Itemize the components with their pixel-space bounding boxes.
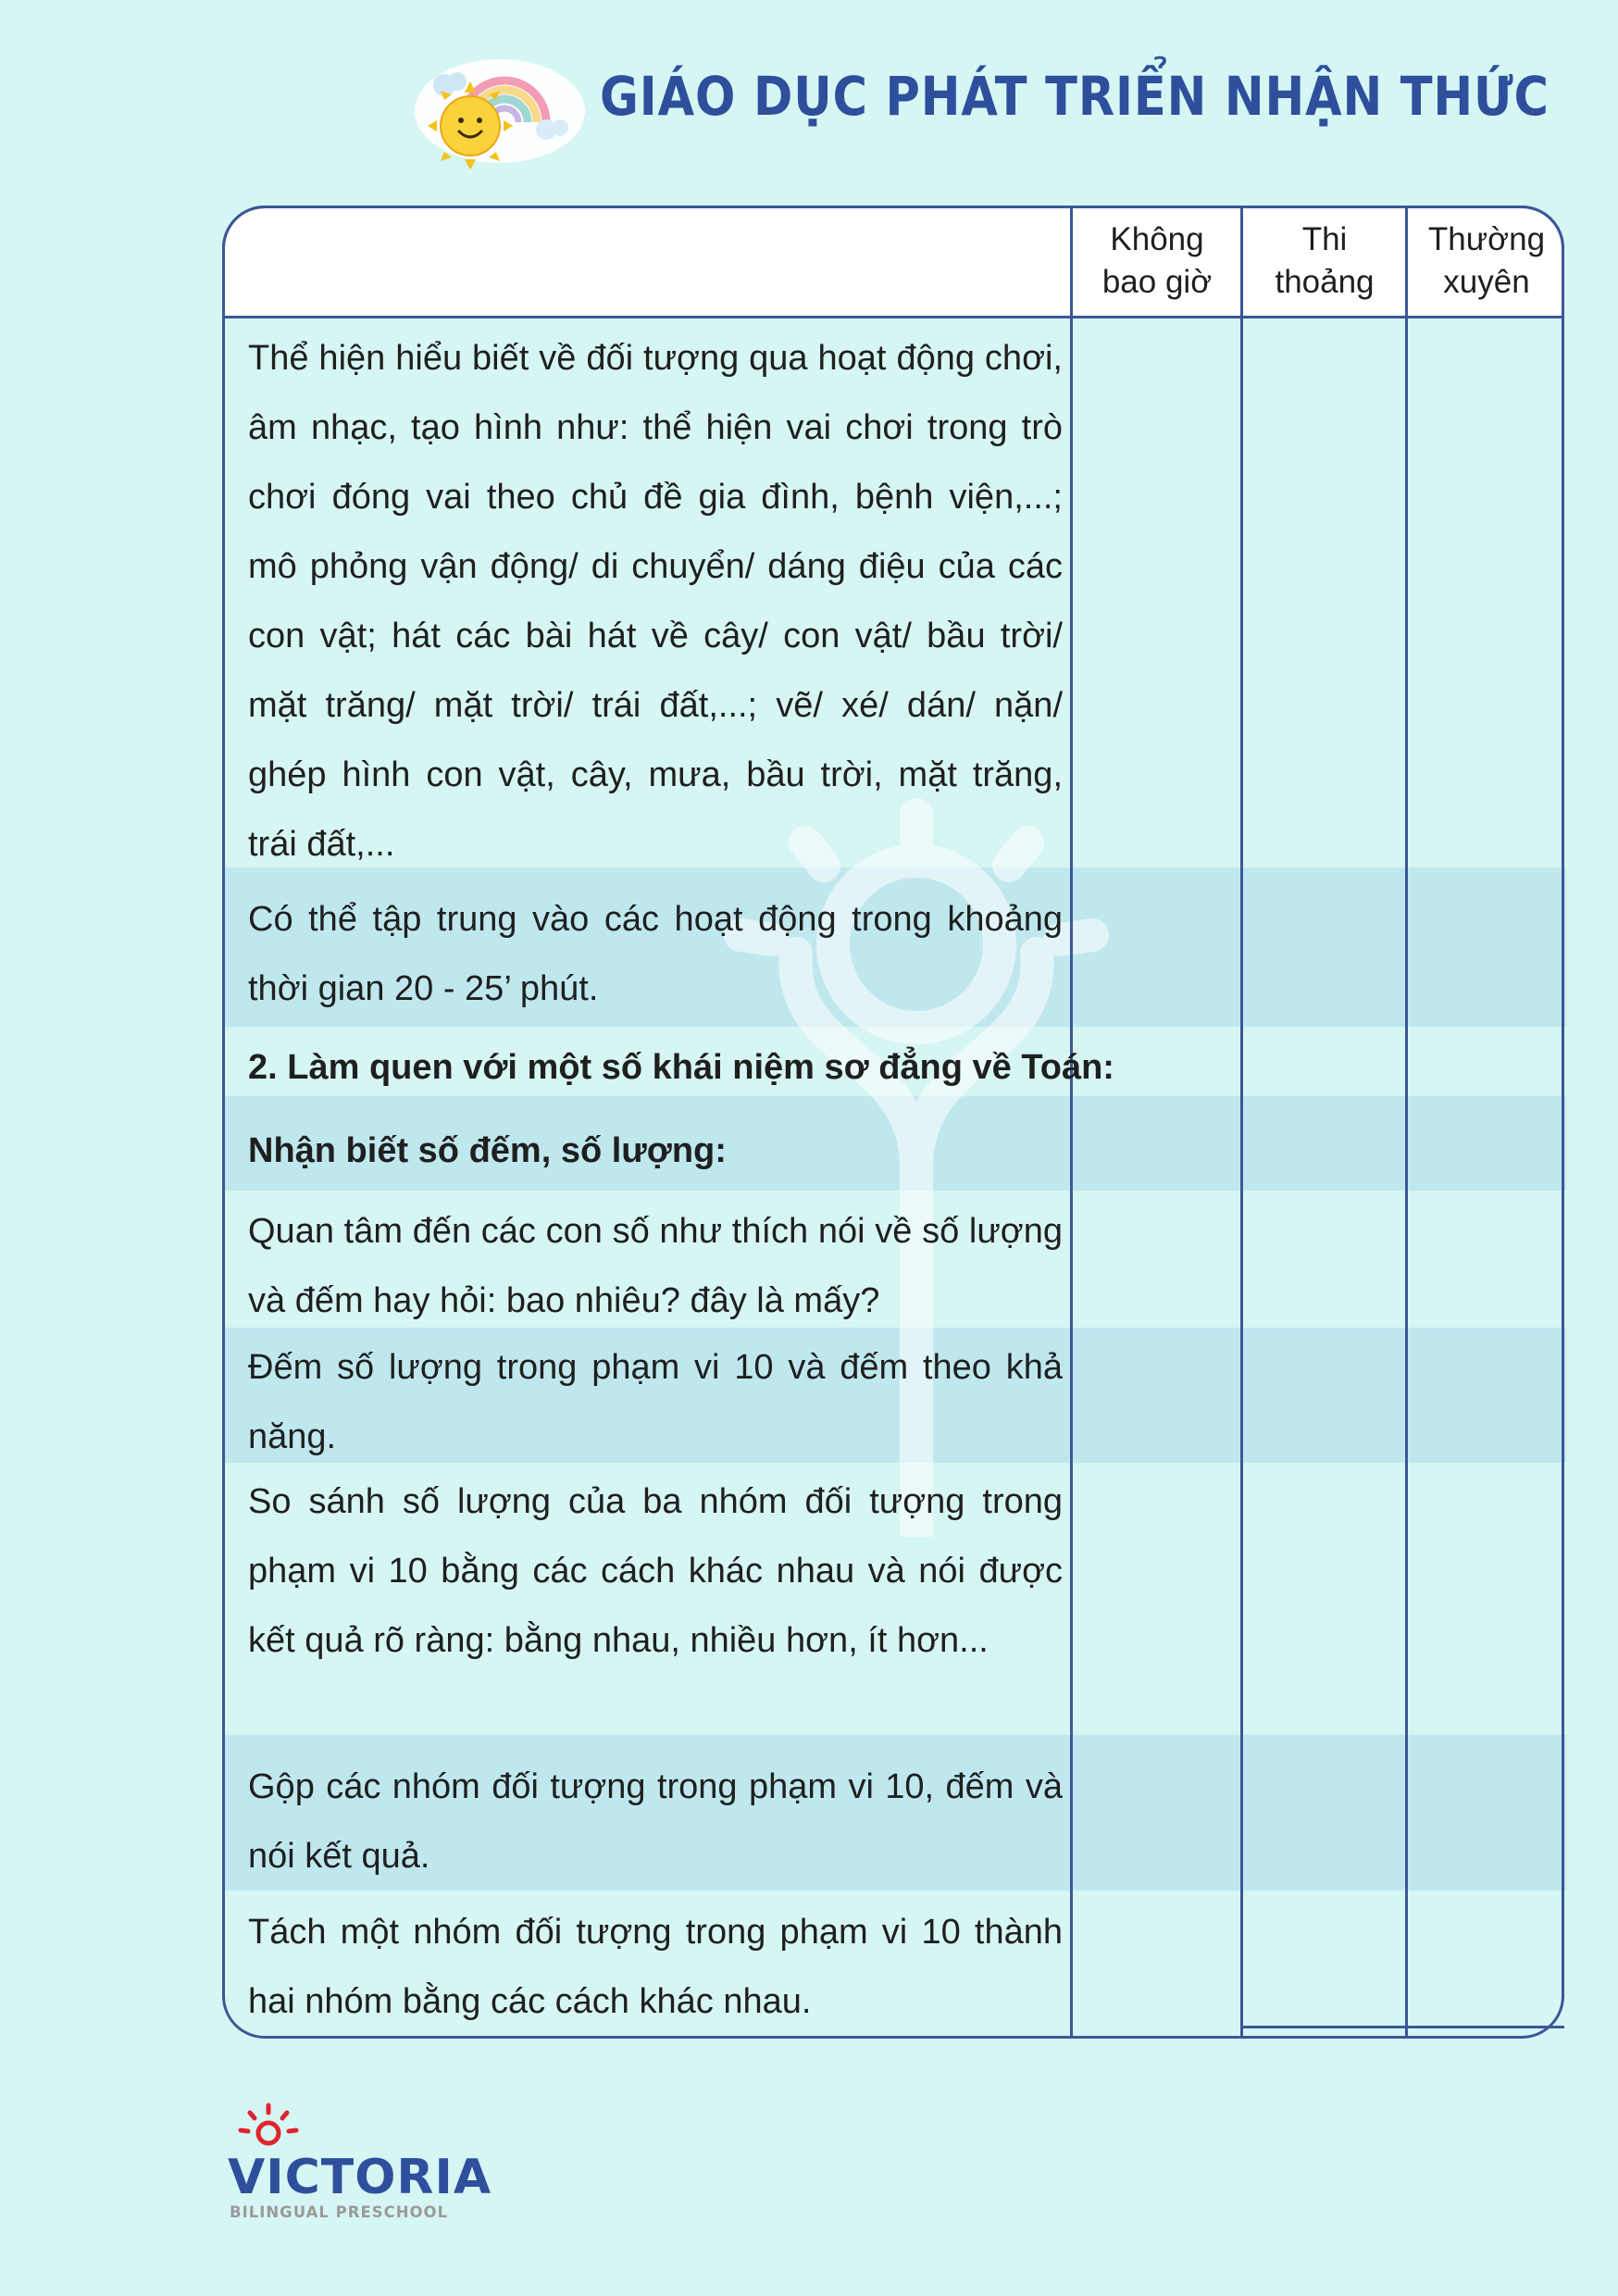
column-header-sometimes: Thi thoảng	[1275, 221, 1375, 300]
table-row: Đếm số lượng trong phạm vi 10 và đếm theo khả năng.	[248, 1348, 1063, 1456]
table-row: Có thể tập trung vào các hoạt động trong khoảng thời gian 20 - 25’ phút.	[248, 900, 1063, 1008]
table-row: Tách một nhóm đối tượng trong phạm vi 10 thành hai nhóm bằng các cách khác nhau.	[248, 1913, 1063, 2021]
table-row: So sánh số lượng của ba nhóm đối tượng trong phạm vi 10 bằng các cách khác nhau và nói được kết quả rõ ràng: bằng nhau, nhiều hơn, ít hơn...	[248, 1482, 1063, 1660]
page-title: GIÁO DỤC PHÁT TRIỂN NHẬN THỨC	[600, 65, 1550, 128]
subsection-heading: Nhận biết số đếm, số lượng:	[248, 1131, 727, 1170]
table-row: Quan tâm đến các con số như thích nói về số lượng và đếm hay hỏi: bao nhiêu? đây là mấy?	[248, 1212, 1063, 1320]
brand-subtitle: BILINGUAL PRESCHOOL	[230, 2203, 449, 2221]
column-divider	[1405, 206, 1408, 2039]
table-row: Gộp các nhóm đối tượng trong phạm vi 10, đếm và nói kết quả.	[248, 1767, 1063, 1876]
column-header-often: Thường xuyên	[1427, 221, 1546, 300]
brand-name: VICTORIA	[228, 2150, 492, 2205]
column-header-never: Không bao giờ	[1101, 221, 1213, 300]
section-heading: 2. Làm quen với một số khái niệm sơ đẳng về Toán:	[248, 1048, 1114, 1087]
table-row: Thể hiện hiểu biết về đối tượng qua hoạt động chơi, âm nhạc, tạo hình như: thể hiện vai chơi trong trò chơi đóng vai theo chủ đề gia đình, bệnh viện,...; mô phỏng vận động/ di chuyển/ dáng điệu của các con vật; hát các bài hát về cây/ con vật/ bầu trời/ mặt trăng/ mặt trời/ trái đất,...; vẽ/ xé/ dán/ nặn/ ghép hình con vật, cây, mưa, bầu trời, mặt trăng, trái đất,...	[248, 339, 1063, 864]
bottom-divider	[1240, 2026, 1564, 2028]
sun-rainbow-icon	[407, 39, 592, 168]
column-divider	[1240, 206, 1243, 2039]
